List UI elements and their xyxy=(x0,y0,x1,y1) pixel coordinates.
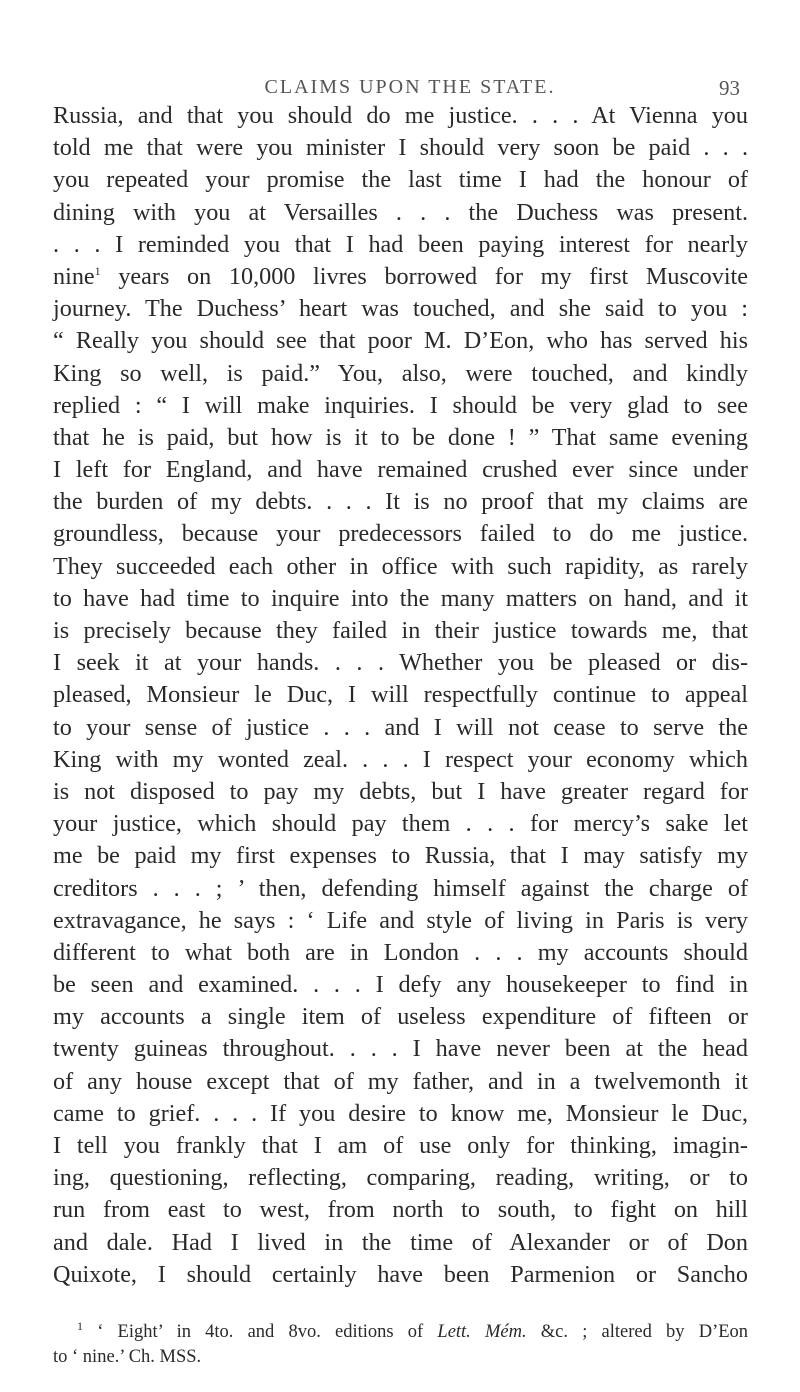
text-line: came to grief. . . . If you desire to know me, Monsieur le Duc, xyxy=(53,1099,748,1127)
text-line: creditors . . . ; ’ then, defending himself against the charge of xyxy=(53,874,748,902)
text-line: to have had time to inquire into the many matters on hand, and it xyxy=(53,584,748,612)
text-line: be seen and examined. . . . I defy any housekeeper to find in xyxy=(53,971,748,999)
footnote-text: &c. ; altered by D’Eon xyxy=(540,1322,749,1342)
text-line: run from east to west, from north to south, to fight on hill xyxy=(53,1196,748,1224)
text-line: your justice, which should pay them . . . for mercy’s sake let xyxy=(53,810,748,838)
text-line: I seek it at your hands. . . . Whether you be pleased or dis- xyxy=(53,649,748,677)
text-line: of any house except that of my father, and in a twelvemonth it xyxy=(53,1067,748,1095)
text-line: ing, questioning, reflecting, comparing, reading, writing, or to xyxy=(53,1164,748,1192)
text-line: King with my wonted zeal. . . . I respect your economy which xyxy=(53,745,748,773)
page-number: 93 xyxy=(719,76,740,100)
text-line: me be paid my first expenses to Russia, that I may satisfy my xyxy=(53,842,748,870)
text-line: the burden of my debts. . . . It is no proof that my claims are xyxy=(53,488,748,516)
text-line: I left for England, and have remained crushed ever since under xyxy=(53,456,748,484)
text-line: different to what both are in London . . . my accounts should xyxy=(53,938,748,966)
text-line: journey. The Duchess’ heart was touched, and she said to you : xyxy=(53,295,748,323)
text-line: Russia, and that you should do me justice. . . . At Vienna you xyxy=(53,102,748,129)
text-line: is precisely because they failed in their justice towards me, that xyxy=(53,617,748,644)
text-line: dining with you at Versailles . . . the Duchess was present. xyxy=(53,198,748,226)
footnote-title: Lett. Mém. xyxy=(437,1322,527,1342)
body-text xyxy=(53,100,748,1291)
text-line: pleased, Monsieur le Duc, I will respectfully continue to appeal xyxy=(53,681,748,709)
text-line: you repeated your promise the last time I had the honour of xyxy=(53,166,748,194)
text-line: that he is paid, but how is it to be done ! ” That same evening xyxy=(53,423,748,451)
text-line: . . . I reminded you that I had been paying interest for nearly xyxy=(53,230,748,258)
running-title: CLAIMS UPON THE STATE. xyxy=(264,76,556,98)
text-line: King so well, is paid.” You, also, were touched, and kindly xyxy=(53,359,748,387)
text-line: extravagance, he says : ‘ Life and style of living in Paris is very xyxy=(53,906,748,934)
text-line: is not disposed to pay my debts, but I have greater regard for xyxy=(53,777,748,805)
text-line: my accounts a single item of useless expenditure of fifteen or xyxy=(53,1003,748,1031)
footnote-text: ‘ Eight’ in 4to. and 8vo. editions of xyxy=(97,1322,424,1342)
footnote-line xyxy=(53,1320,748,1345)
line-lead-word: nine xyxy=(53,262,95,290)
footnote xyxy=(53,1320,748,1370)
footnote-line: to ‘ nine.’ Ch. MSS. xyxy=(53,1347,202,1367)
text-line: They succeeded each other in office with such rapidity, as rarely xyxy=(53,552,748,580)
text-line: and dale. Had I lived in the time of Alexander or of Don xyxy=(53,1228,748,1256)
text-line: to your sense of justice . . . and I will not cease to serve the xyxy=(53,713,748,741)
text-line: told me that were you minister I should very soon be paid . . . xyxy=(53,134,748,162)
text-line: replied : “ I will make inquiries. I should be very glad to see xyxy=(53,391,748,419)
text-line-with-footnote xyxy=(53,261,748,293)
text-line: twenty guineas throughout. . . . I have never been at the head xyxy=(53,1035,748,1063)
text-line: I tell you frankly that I am of use only for thinking, imagin- xyxy=(53,1132,748,1159)
footnote-reference: 1 xyxy=(94,263,101,278)
text-line: “ Really you should see that poor M. D’Eon, who has served his xyxy=(53,327,748,355)
footnote-marker: 1 xyxy=(77,1318,83,1333)
line-rest: years on 10,000 livres borrowed for my first Muscovite xyxy=(118,262,748,290)
text-line: groundless, because your predecessors failed to do me justice. xyxy=(53,520,748,548)
text-line: Quixote, I should certainly have been Parmenion or Sancho xyxy=(53,1260,748,1288)
